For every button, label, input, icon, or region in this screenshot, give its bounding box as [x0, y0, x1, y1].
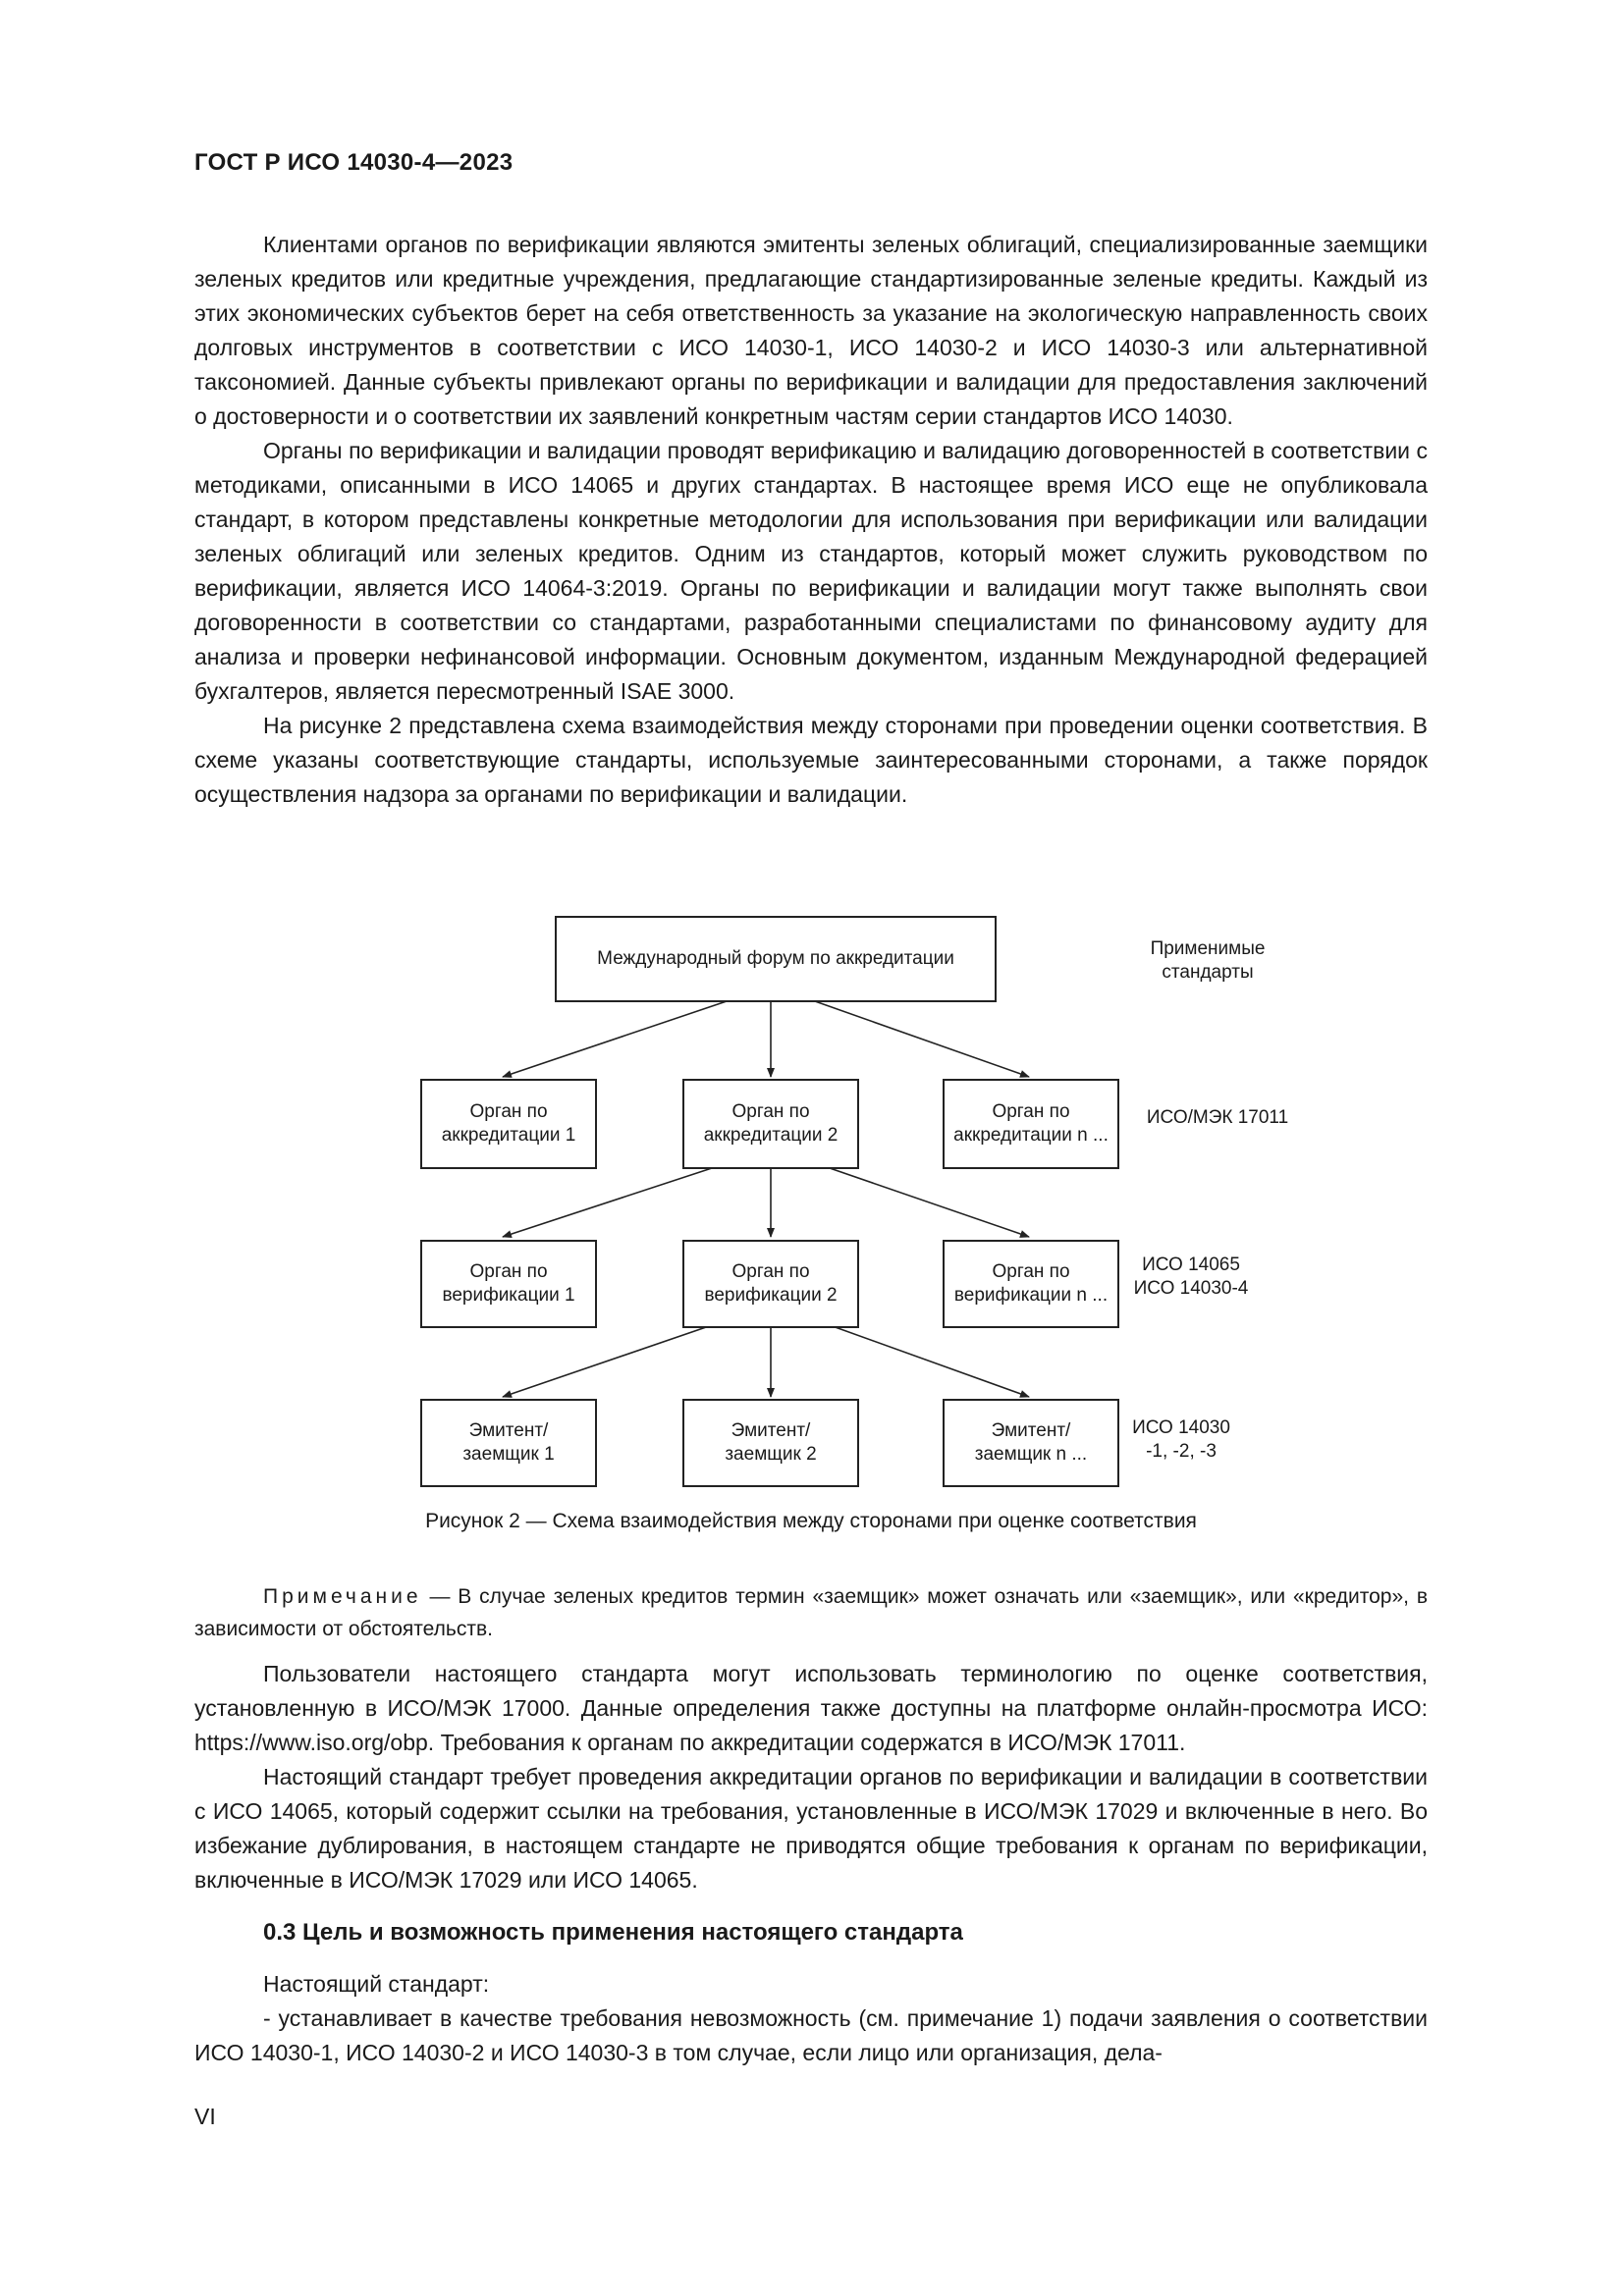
- figure-caption: Рисунок 2 — Схема взаимодействия между сторонами при оценке соответствия: [425, 1510, 1197, 1532]
- issuer-1: Эмитент/ заемщик 1: [420, 1399, 597, 1487]
- accreditation-body-1: Орган по аккредитации 1: [420, 1079, 597, 1169]
- page-number: VI: [194, 2104, 216, 2129]
- paragraph: На рисунке 2 представлена схема взаимодействия между сторонами при проведении оценки соответствия. В схеме указаны соответствующие стандарты, используемые заинтересованными сторонами, а также порядок осуществления надзора за органами по верификации и валидации.: [194, 713, 1428, 807]
- standard-accreditation: ИСО/МЭК 17011: [1146, 1107, 1289, 1128]
- accreditation-body-2: Орган по аккредитации 2: [682, 1079, 859, 1169]
- issuer-n: Эмитент/ заемщик n ...: [943, 1399, 1119, 1487]
- verification-body-n: Орган по верификации n ...: [943, 1240, 1119, 1328]
- standard-verification: ИСО 14065 ИСО 14030-4: [1133, 1255, 1249, 1299]
- body-section-2: [194, 1657, 1428, 1897]
- standard-issuer: ИСО 14030 -1, -2, -3: [1132, 1417, 1230, 1462]
- standards-header: Применимые стандарты: [1150, 938, 1266, 983]
- document-header: ГОСТ Р ИСО 14030-4—2023: [194, 149, 514, 176]
- paragraph: Настоящий стандарт:: [263, 1971, 490, 1997]
- paragraph: Органы по верификации и валидации проводят верификацию и валидацию договоренностей в соответствии с методиками, описанными в ИСО 14065 и других стандартах. В настоящее время ИСО еще не опубликовала стандарт, в котором представлены конкретные методологии для использования при верификации или валидации зеленых облигаций или зеленых кредитов. Одним из стандартов, который может служить руководством по верификации, является ИСО 14064-3:2019. Органы по верификации и валидации могут также выполнять свои договоренности в соответствии со стандартами, разработанными специалистами по финансовому аудиту для анализа и проверки нефинансовой информации. Основным документом, изданным Международной федерацией бухгалтеров, является пересмотренный ISAE 3000.: [194, 438, 1428, 704]
- paragraph: Клиентами органов по верификации являются эмитенты зеленых облигаций, специализированные заемщики зеленых кредитов или кредитные учреждения, предлагающие стандартизированные зеленые кредиты. Каждый из этих экономических субъектов берет на себя ответственность за указание на экологическую направленность своих долговых инструментов в соответствии с ИСО 14030-1, ИСО 14030-2 и ИСО 14030-3 или альтернативной таксономией. Данные субъекты привлекают органы по верификации и валидации для предоставления заключений о достоверности и о соответствии их заявлений конкретным частям серии стандартов ИСО 14030.: [194, 232, 1428, 429]
- figure-interaction-scheme: [373, 908, 1316, 1497]
- paragraph: - устанавливает в качестве требования невозможность (см. примечание 1) подачи заявления о соответствии ИСО 14030-1, ИСО 14030-2 и ИСО 14030-3 в том случае, если лицо или организация, дела-: [194, 2005, 1428, 2065]
- body-section-3: [194, 1967, 1428, 2070]
- section-heading: 0.3 Цель и возможность применения настоящего стандарта: [263, 1919, 963, 1946]
- accreditation-body-n: Орган по аккредитации n ...: [943, 1079, 1119, 1169]
- issuer-2: Эмитент/ заемщик 2: [682, 1399, 859, 1487]
- body-section-1: [194, 228, 1428, 812]
- forum-node: Международный форум по аккредитации: [555, 916, 997, 1002]
- note: [194, 1580, 1428, 1645]
- paragraph: Настоящий стандарт требует проведения аккредитации органов по верификации и валидации в соответствии с ИСО 14065, который содержит ссылки на требования, установленные в ИСО/МЭК 17029 и включенные в него. Во избежание дублирования, в настоящем стандарте не приводятся общие требования к органам по верификации, включенные в ИСО/МЭК 17029 или ИСО 14065.: [194, 1764, 1428, 1893]
- verification-body-2: Орган по верификации 2: [682, 1240, 859, 1328]
- verification-body-1: Орган по верификации 1: [420, 1240, 597, 1328]
- note-label: Примечание: [263, 1585, 422, 1608]
- note-text: — В случае зеленых кредитов термин «заемщик» может означать или «заемщик», или «кредитор», в зависимости от обстоятельств.: [194, 1585, 1428, 1640]
- paragraph: Пользователи настоящего стандарта могут использовать терминологию по оценке соответствия, установленную в ИСО/МЭК 17000. Данные определения также доступны на платформе онлайн-просмотра ИСО: https://www.iso.org/obp. Требования к органам по аккредитации содержатся в ИСО/МЭК 17011.: [194, 1661, 1428, 1755]
